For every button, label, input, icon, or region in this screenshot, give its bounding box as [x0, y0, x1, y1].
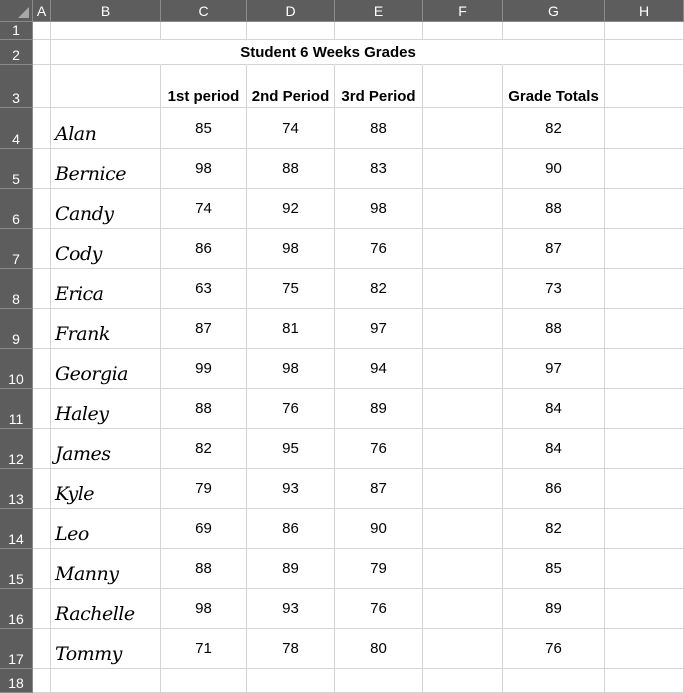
- grade-1st-period[interactable]: 99: [161, 349, 247, 389]
- grade-total[interactable]: 88: [503, 309, 605, 349]
- cell-d1[interactable]: [247, 22, 335, 40]
- grade-total[interactable]: 89: [503, 589, 605, 629]
- cell-e18[interactable]: [335, 669, 423, 693]
- grade-1st-period[interactable]: 86: [161, 229, 247, 269]
- grade-3rd-period[interactable]: 87: [335, 469, 423, 509]
- cell-a13[interactable]: [33, 469, 51, 509]
- row-header-6[interactable]: 6: [0, 189, 33, 229]
- cell-a2[interactable]: [33, 40, 51, 65]
- student-name[interactable]: Alan: [51, 108, 161, 149]
- cell-b18[interactable]: [51, 669, 161, 693]
- grade-total[interactable]: 73: [503, 269, 605, 309]
- grade-2nd-period[interactable]: 78: [247, 629, 335, 669]
- cell-f17[interactable]: [423, 629, 503, 669]
- cell-a7[interactable]: [33, 229, 51, 269]
- cell-f6[interactable]: [423, 189, 503, 229]
- row-header-1[interactable]: 1: [0, 22, 33, 40]
- cell-c18[interactable]: [161, 669, 247, 693]
- grade-1st-period[interactable]: 85: [161, 108, 247, 149]
- cell-f12[interactable]: [423, 429, 503, 469]
- grade-1st-period[interactable]: 88: [161, 389, 247, 429]
- cell-g1[interactable]: [503, 22, 605, 40]
- grade-1st-period[interactable]: 82: [161, 429, 247, 469]
- row-header-7[interactable]: 7: [0, 229, 33, 269]
- row-header-4[interactable]: 4: [0, 108, 33, 149]
- row-header-13[interactable]: 13: [0, 469, 33, 509]
- cell-h16[interactable]: [605, 589, 684, 629]
- grade-total[interactable]: 97: [503, 349, 605, 389]
- header-p2[interactable]: 2nd Period: [247, 65, 335, 108]
- column-header-c[interactable]: C: [161, 0, 247, 22]
- cell-f9[interactable]: [423, 309, 503, 349]
- header-p3[interactable]: 3rd Period: [335, 65, 423, 108]
- cell-a11[interactable]: [33, 389, 51, 429]
- row-header-14[interactable]: 14: [0, 509, 33, 549]
- cell-a12[interactable]: [33, 429, 51, 469]
- grade-2nd-period[interactable]: 98: [247, 349, 335, 389]
- row-header-18[interactable]: 18: [0, 669, 33, 693]
- column-header-f[interactable]: F: [423, 0, 503, 22]
- cell-a14[interactable]: [33, 509, 51, 549]
- cell-a5[interactable]: [33, 149, 51, 189]
- cell-h9[interactable]: [605, 309, 684, 349]
- grade-1st-period[interactable]: 98: [161, 589, 247, 629]
- cell-a3[interactable]: [33, 65, 51, 108]
- grade-2nd-period[interactable]: 98: [247, 229, 335, 269]
- column-header-b[interactable]: B: [51, 0, 161, 22]
- grade-2nd-period[interactable]: 74: [247, 108, 335, 149]
- cell-h11[interactable]: [605, 389, 684, 429]
- cell-h14[interactable]: [605, 509, 684, 549]
- cell-h10[interactable]: [605, 349, 684, 389]
- row-header-10[interactable]: 10: [0, 349, 33, 389]
- student-name[interactable]: Rachelle: [51, 589, 161, 629]
- student-name[interactable]: Leo: [51, 509, 161, 549]
- cell-h17[interactable]: [605, 629, 684, 669]
- grade-2nd-period[interactable]: 76: [247, 389, 335, 429]
- header-p1[interactable]: 1st period: [161, 65, 247, 108]
- student-name[interactable]: Manny: [51, 549, 161, 589]
- student-name[interactable]: Georgia: [51, 349, 161, 389]
- cell-h4[interactable]: [605, 108, 684, 149]
- cell-a17[interactable]: [33, 629, 51, 669]
- cell-g18[interactable]: [503, 669, 605, 693]
- column-header-d[interactable]: D: [247, 0, 335, 22]
- cell-a10[interactable]: [33, 349, 51, 389]
- grade-2nd-period[interactable]: 92: [247, 189, 335, 229]
- cell-a1[interactable]: [33, 22, 51, 40]
- grade-total[interactable]: 85: [503, 549, 605, 589]
- header-total[interactable]: Grade Totals: [503, 65, 605, 108]
- student-name[interactable]: Bernice: [51, 149, 161, 189]
- cell-a18[interactable]: [33, 669, 51, 693]
- select-all-corner[interactable]: [0, 0, 33, 22]
- student-name[interactable]: Frank: [51, 309, 161, 349]
- cell-f7[interactable]: [423, 229, 503, 269]
- grade-total[interactable]: 86: [503, 469, 605, 509]
- row-header-8[interactable]: 8: [0, 269, 33, 309]
- grade-3rd-period[interactable]: 97: [335, 309, 423, 349]
- grade-1st-period[interactable]: 87: [161, 309, 247, 349]
- row-header-16[interactable]: 16: [0, 589, 33, 629]
- cell-h18[interactable]: [605, 669, 684, 693]
- row-header-2[interactable]: 2: [0, 40, 33, 65]
- grade-3rd-period[interactable]: 88: [335, 108, 423, 149]
- cell-f18[interactable]: [423, 669, 503, 693]
- cell-c1[interactable]: [161, 22, 247, 40]
- row-header-9[interactable]: 9: [0, 309, 33, 349]
- cell-h1[interactable]: [605, 22, 684, 40]
- column-header-e[interactable]: E: [335, 0, 423, 22]
- cell-h2[interactable]: [605, 40, 684, 65]
- grade-1st-period[interactable]: 88: [161, 549, 247, 589]
- cell-h15[interactable]: [605, 549, 684, 589]
- cell-h13[interactable]: [605, 469, 684, 509]
- cell-f10[interactable]: [423, 349, 503, 389]
- row-header-17[interactable]: 17: [0, 629, 33, 669]
- cell-h12[interactable]: [605, 429, 684, 469]
- grade-3rd-period[interactable]: 82: [335, 269, 423, 309]
- cell-a16[interactable]: [33, 589, 51, 629]
- grade-total[interactable]: 82: [503, 108, 605, 149]
- grade-2nd-period[interactable]: 89: [247, 549, 335, 589]
- row-header-5[interactable]: 5: [0, 149, 33, 189]
- cell-a8[interactable]: [33, 269, 51, 309]
- student-name[interactable]: James: [51, 429, 161, 469]
- cell-f16[interactable]: [423, 589, 503, 629]
- cell-a9[interactable]: [33, 309, 51, 349]
- grade-3rd-period[interactable]: 90: [335, 509, 423, 549]
- grade-1st-period[interactable]: 74: [161, 189, 247, 229]
- row-header-3[interactable]: 3: [0, 65, 33, 108]
- cell-f11[interactable]: [423, 389, 503, 429]
- grade-3rd-period[interactable]: 98: [335, 189, 423, 229]
- grade-3rd-period[interactable]: 89: [335, 389, 423, 429]
- student-name[interactable]: Kyle: [51, 469, 161, 509]
- grade-total[interactable]: 90: [503, 149, 605, 189]
- grade-3rd-period[interactable]: 76: [335, 589, 423, 629]
- grade-3rd-period[interactable]: 76: [335, 429, 423, 469]
- cell-h6[interactable]: [605, 189, 684, 229]
- cell-f8[interactable]: [423, 269, 503, 309]
- grade-total[interactable]: 87: [503, 229, 605, 269]
- cell-h3[interactable]: [605, 65, 684, 108]
- grade-1st-period[interactable]: 79: [161, 469, 247, 509]
- grade-total[interactable]: 84: [503, 389, 605, 429]
- cell-f14[interactable]: [423, 509, 503, 549]
- cell-b3[interactable]: [51, 65, 161, 108]
- cell-d18[interactable]: [247, 669, 335, 693]
- grade-3rd-period[interactable]: 83: [335, 149, 423, 189]
- cell-e1[interactable]: [335, 22, 423, 40]
- row-header-15[interactable]: 15: [0, 549, 33, 589]
- grade-1st-period[interactable]: 63: [161, 269, 247, 309]
- grade-2nd-period[interactable]: 93: [247, 589, 335, 629]
- cell-h5[interactable]: [605, 149, 684, 189]
- student-name[interactable]: Haley: [51, 389, 161, 429]
- grade-3rd-period[interactable]: 94: [335, 349, 423, 389]
- student-name[interactable]: Candy: [51, 189, 161, 229]
- grade-total[interactable]: 82: [503, 509, 605, 549]
- grade-1st-period[interactable]: 69: [161, 509, 247, 549]
- cell-f5[interactable]: [423, 149, 503, 189]
- grade-2nd-period[interactable]: 88: [247, 149, 335, 189]
- row-header-11[interactable]: 11: [0, 389, 33, 429]
- grade-3rd-period[interactable]: 76: [335, 229, 423, 269]
- student-name[interactable]: Tommy: [51, 629, 161, 669]
- column-header-h[interactable]: H: [605, 0, 684, 22]
- grade-total[interactable]: 84: [503, 429, 605, 469]
- cell-a15[interactable]: [33, 549, 51, 589]
- grade-1st-period[interactable]: 71: [161, 629, 247, 669]
- grade-2nd-period[interactable]: 86: [247, 509, 335, 549]
- row-header-12[interactable]: 12: [0, 429, 33, 469]
- cell-f15[interactable]: [423, 549, 503, 589]
- grade-2nd-period[interactable]: 93: [247, 469, 335, 509]
- cell-b1[interactable]: [51, 22, 161, 40]
- student-name[interactable]: Cody: [51, 229, 161, 269]
- cell-f1[interactable]: [423, 22, 503, 40]
- cell-f3[interactable]: [423, 65, 503, 108]
- grade-total[interactable]: 76: [503, 629, 605, 669]
- column-header-g[interactable]: G: [503, 0, 605, 22]
- cell-h7[interactable]: [605, 229, 684, 269]
- select-all-triangle-icon: [18, 7, 29, 18]
- grade-3rd-period[interactable]: 80: [335, 629, 423, 669]
- grade-2nd-period[interactable]: 75: [247, 269, 335, 309]
- cell-f13[interactable]: [423, 469, 503, 509]
- grade-2nd-period[interactable]: 95: [247, 429, 335, 469]
- column-header-a[interactable]: A: [33, 0, 51, 22]
- cell-a6[interactable]: [33, 189, 51, 229]
- grade-3rd-period[interactable]: 79: [335, 549, 423, 589]
- student-name[interactable]: Erica: [51, 269, 161, 309]
- cell-f4[interactable]: [423, 108, 503, 149]
- grade-total[interactable]: 88: [503, 189, 605, 229]
- sheet-title: Student 6 Weeks Grades: [240, 44, 416, 61]
- cell-h8[interactable]: [605, 269, 684, 309]
- grade-2nd-period[interactable]: 81: [247, 309, 335, 349]
- cell-a4[interactable]: [33, 108, 51, 149]
- grade-1st-period[interactable]: 98: [161, 149, 247, 189]
